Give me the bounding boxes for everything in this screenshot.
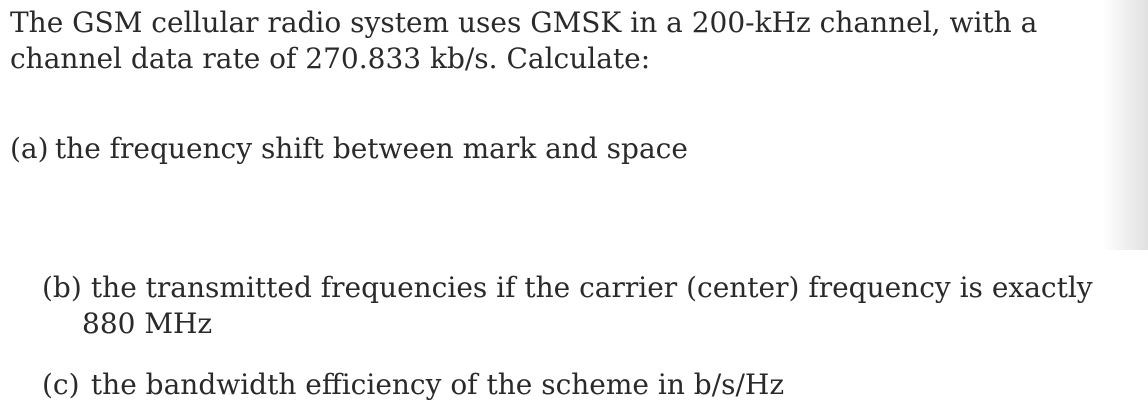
question-a-text: the frequency shift between mark and space — [54, 132, 688, 165]
question-b — [42, 270, 1093, 342]
question-c — [42, 367, 784, 403]
question-b-label: (b) — [42, 271, 82, 304]
question-c-text: the bandwidth efficiency of the scheme in b/s/Hz — [90, 368, 785, 401]
question-a — [10, 131, 688, 167]
problem-statement — [10, 5, 1120, 77]
problem-statement-line-1: The GSM cellular radio system uses GMSK in a 200-kHz channel, with a — [10, 6, 1038, 39]
question-c-label: (c) — [42, 368, 80, 401]
question-b-text-line-2: 880 MHz — [82, 307, 213, 340]
question-b-text-line-1: the transmitted frequencies if the carrier (center) frequency is exactly — [90, 271, 1093, 304]
question-a-label: (a) — [10, 132, 49, 165]
problem-statement-line-2: channel data rate of 270.833 kb/s. Calculate: — [10, 42, 651, 75]
